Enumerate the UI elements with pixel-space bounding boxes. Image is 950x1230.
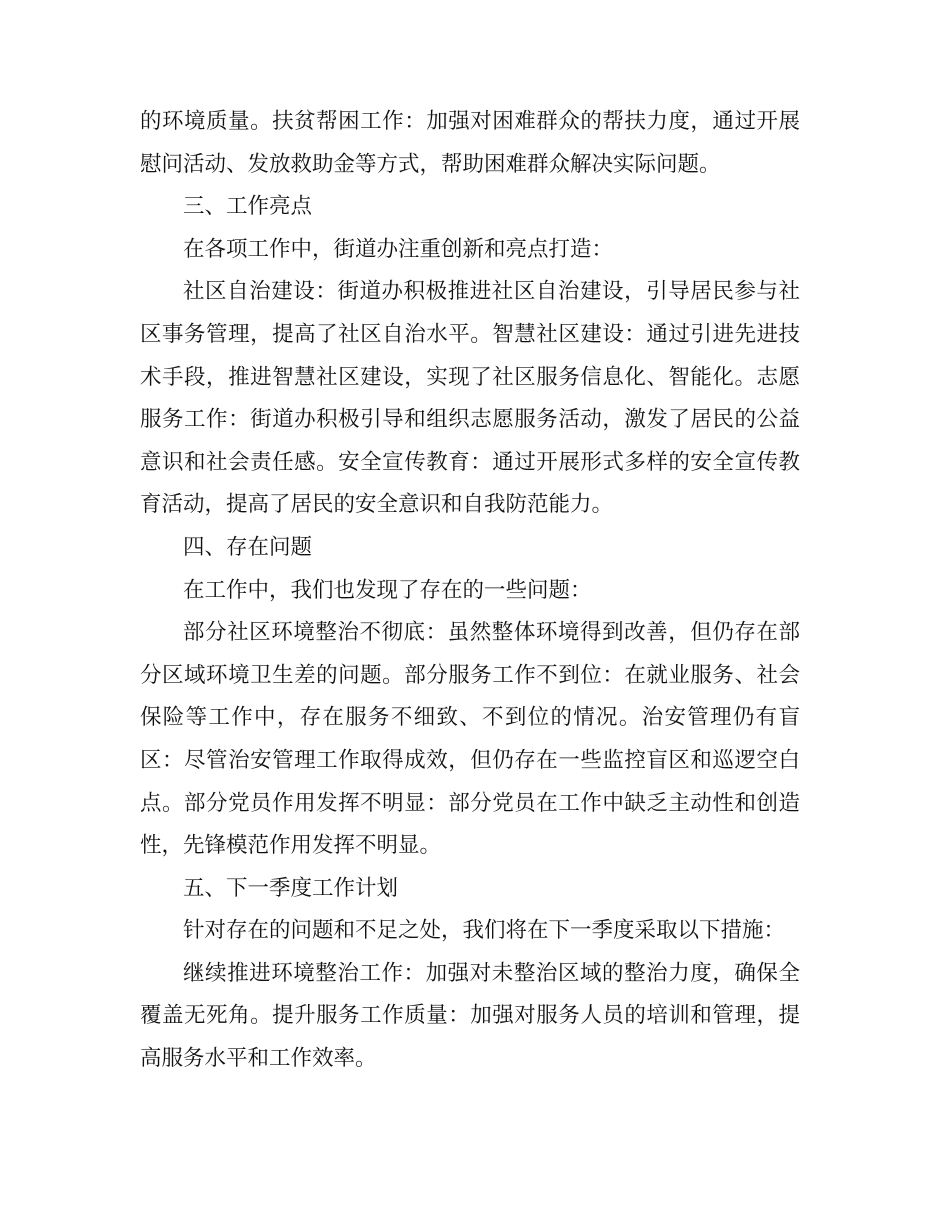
paragraph-problems-intro: 在工作中，我们也发现了存在的一些问题：: [183, 577, 592, 603]
paragraph-highlights-detail: 社区自治建设：街道办积极推进社区自治建设，引导居民参与社区事务管理，提高了社区自治水平。智慧社区建设：通过引进先进技术手段，推进智慧社区建设，实现了社区服务信息化、智能化。志愿服务工作：街道办积极引导和组织志愿服务活动，激发了居民的公益意识和社会责任感。安全宣传教育：通过开展形式多样的安全宣传教育活动，提高了居民的安全意识和自我防范能力。: [140, 279, 800, 518]
paragraph-highlights-intro: 在各项工作中，街道办注重创新和亮点打造：: [183, 236, 614, 262]
section-heading-problems: 四、存在问题: [183, 534, 313, 560]
paragraph-plan-detail: 继续推进环境整治工作：加强对未整治区域的整治力度，确保全覆盖无死角。提升服务工作质量：加强对服务人员的培训和管理，提高服务水平和工作效率。: [140, 960, 800, 1072]
document-body: [140, 101, 800, 1081]
paragraph-plan-intro: 针对存在的问题和不足之处，我们将在下一季度采取以下措施：: [183, 918, 786, 944]
section-heading-highlights: 三、工作亮点: [183, 194, 313, 220]
section-heading-next-quarter-plan: 五、下一季度工作计划: [183, 875, 399, 901]
paragraph-environment-continued: 的环境质量。扶贫帮困工作：加强对困难群众的帮扶力度，通过开展慰问活动、发放救助金等方式，帮助困难群众解决实际问题。: [140, 109, 800, 177]
paragraph-problems-detail: 部分社区环境整治不彻底：虽然整体环境得到改善，但仍存在部分区域环境卫生差的问题。部分服务工作不到位：在就业服务、社会保险等工作中，存在服务不细致、不到位的情况。治安管理仍有盲区：尽管治安管理工作取得成效，但仍存在一些监控盲区和巡逻空白点。部分党员作用发挥不明显：部分党员在工作中缺乏主动性和创造性，先锋模范作用发挥不明显。: [140, 620, 800, 859]
